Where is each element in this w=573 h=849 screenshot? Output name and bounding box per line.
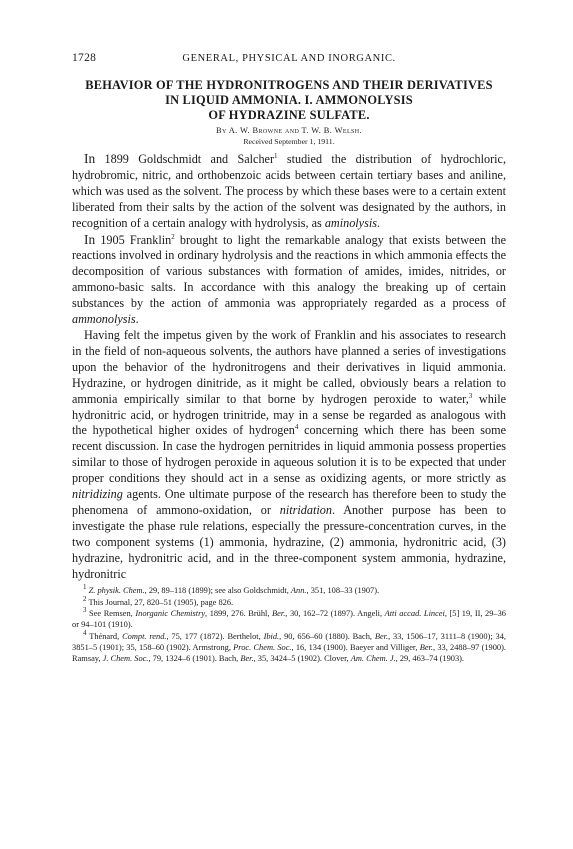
journal-name: Ann.	[290, 586, 307, 596]
text-run: , 33, 2488–97 (1900). Ramsay,	[72, 642, 506, 664]
footnote-ref[interactable]: 3	[468, 391, 473, 400]
text-run: .	[376, 215, 381, 230]
footnotes	[72, 585, 506, 664]
paragraph-3	[72, 328, 506, 583]
text-run: This Journal, 27, 820–51 (1905), page 826.	[86, 597, 234, 607]
journal-name: Ber.	[272, 609, 286, 619]
text-run: , 35, 3424–5 (1902). Clover,	[253, 654, 351, 664]
footnote-1	[72, 585, 506, 596]
article-body	[72, 151, 506, 582]
lead-in: In	[84, 151, 96, 166]
italic-term: ammonolysis	[72, 312, 136, 327]
footnote-mark: 1	[83, 583, 87, 592]
text-run: , 16, 134 (1900). Baeyer and Villiger,	[291, 642, 420, 652]
text-run: , 30, 162–72 (1897). Angeli,	[285, 609, 385, 619]
text-run: 1899 Goldschmidt and Salcher	[95, 152, 275, 166]
text-run: brought to light the remarkable analogy that exists between the reactions involved in ordinary hydrolysis and the reactions in which ammonia effects the decomposition of various substances with formation of amides, imides, nitrides, or ammono-basic salts. In accordance with this analogy the breaking up of certain substances by the action of ammonia was appropriately regarded as a process of	[72, 232, 506, 311]
footnote-4	[72, 628, 506, 665]
journal-name: J. Chem. Soc.	[102, 654, 149, 664]
text-run: agents. One ultimate purpose of the research has therefore been to study the phenomena of ammono-oxidation, or	[72, 487, 506, 517]
footnote-mark: 2	[83, 594, 87, 603]
running-head	[72, 52, 506, 64]
text-run: Having felt the impetus given by the work of Franklin and his associates to research in the field of non-aqueous solvents, the authors have planned a series of investigations upon the behavior of the hydronitrogens and their derivatives in liquid ammonia. Hydrazine, or hydrogen dinitride, as it might be called, obviously bears a relation to ammonia empirically similar to that borne by hydrogen peroxide to water,	[72, 327, 506, 406]
text-run: , 351, 108–33 (1907).	[306, 586, 380, 596]
journal-name: Ber.	[240, 654, 254, 664]
journal-name: Proc. Chem. Soc.	[233, 642, 292, 652]
text-run: studied the distribution of hydrochloric, hydrobromic, nitric, and orthobenzoic acids between certain tertiary bases and aniline, which was used as the solvent. The process by which these bases were to a certain extent liberated from their salts by the action of the solvent was designated by the authors, in recognition of a certain analogy with hydrolysis, as	[72, 152, 506, 230]
italic-term: nitridizing	[72, 487, 123, 502]
journal-name: Ber.	[419, 642, 433, 652]
text-run: See Remsen,	[86, 609, 136, 619]
lead-in: In	[84, 231, 96, 247]
footnote-3	[72, 608, 506, 631]
text-run: concerning which there has been some recent discussion. In case the hydrogen pernitrides in liquid ammonia possess properties similar to those of hydrogen peroxide in aqueous solution it is to be expected that under proper conditions they should act in a sense as oxidizing agents, or more strictly as	[72, 423, 506, 486]
running-title: GENERAL, PHYSICAL AND INORGANIC.	[182, 53, 396, 64]
text-run: , 29, 463–74 (1903).	[395, 654, 465, 664]
text-run: , 29, 89–118 (1899); see also Goldschmidt,	[144, 586, 291, 596]
author-byline: By A. W. Browne and T. W. B. Welsh.	[215, 126, 363, 135]
paragraph-2	[72, 232, 506, 328]
text-run: while hydronitric acid, or hydrogen trinitride, may in a sense be regarded as analogous with the hypothetical higher oxides of hydrogen	[72, 391, 507, 438]
footnote-ref[interactable]: 4	[294, 423, 299, 432]
text-run: . Another purpose has been to investigate the phase rule relations, especially the pressure-concentration curves, in the two component systems (1) ammonia, hydrazine, (2) ammonia, hydronitric acid, (3) hydrazine, hydronitric acid, and in the three-component system ammonia, hydrazine, hydronitric	[72, 502, 506, 581]
text-run: , 90, 656–60 (1880). Bach,	[279, 631, 375, 641]
text-run: , 33, 1506–17, 3111–8 (1900); 34, 3851–5 (1901); 35, 158–60 (1902). Armstrong,	[72, 631, 506, 652]
paragraph-1	[72, 151, 506, 232]
journal-name: Compt. rend.	[122, 631, 167, 641]
italic-term: aminolysis	[324, 215, 377, 230]
text-run: , 79, 1324–6 (1901). Bach,	[148, 654, 241, 664]
text-run: , [5] 19, II, 29–36 or 94–101 (1910).	[72, 609, 506, 630]
italic-term: nitridation	[279, 502, 332, 517]
title-line-3: OF HYDRAZINE SULFATE.	[208, 108, 370, 122]
journal-name: Am. Chem. J.	[350, 654, 396, 664]
page-number: 1728	[72, 52, 97, 64]
footnote-ref[interactable]: 1	[274, 151, 278, 160]
journal-name: Ibid.	[263, 631, 280, 641]
text-run: 1905 Franklin	[95, 232, 172, 247]
journal-name: Atti accad. Lincei	[384, 609, 445, 619]
footnote-mark: 4	[83, 628, 87, 637]
text-run: , 75, 177 (1872). Berthelot,	[166, 631, 264, 641]
footnote-mark: 3	[83, 606, 87, 615]
book-title: Inorganic Chemistry	[135, 609, 206, 619]
journal-name: Z. physik. Chem.	[88, 586, 145, 596]
text-run: Thénard,	[86, 631, 123, 641]
text-run: .	[135, 312, 139, 327]
journal-name: Ber.	[374, 631, 389, 641]
text-run: , 1899, 276. Brühl,	[205, 609, 273, 619]
received-date: Received September 1, 1911.	[243, 137, 335, 146]
article-title	[72, 78, 506, 123]
title-line-1: BEHAVIOR OF THE HYDRONITROGENS AND THEIR DERIVATIVES	[85, 78, 493, 92]
title-line-2: IN LIQUID AMMONIA. I. AMMONOLYSIS	[165, 93, 413, 107]
footnote-ref[interactable]: 2	[171, 232, 175, 241]
footnote-2	[72, 594, 506, 608]
